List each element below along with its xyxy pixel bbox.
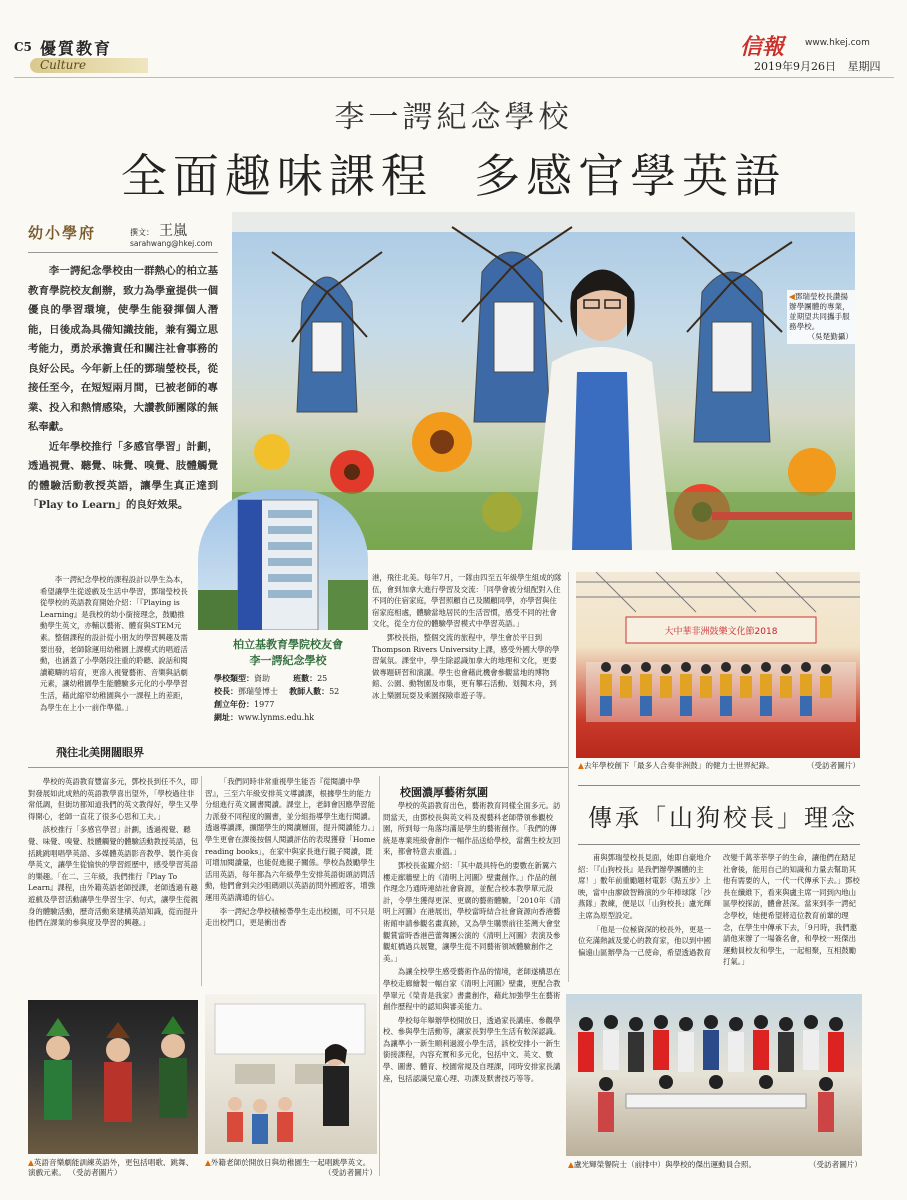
drum-caption-text: 去年學校創下「最多人合奏非洲鼓」的健力士世界紀錄。: [583, 761, 774, 770]
musical-caption: [28, 1158, 198, 1178]
legacy-title-box: [578, 785, 860, 845]
musical-caption-credit: （受訪者圖片）: [68, 1168, 122, 1177]
col-a-paragraph-1: 學校的英語教育豐富多元，鄧校長到任不久，即對發展如此成熟的英語教學喜出望外，「學校過往非常低調，但街坊都知道我們的英文教得好，學生又學得開心，老師一直花了很多心思和工夫。」: [28, 777, 199, 821]
newspaper-logo: 信報: [740, 34, 785, 60]
classroom-caption-text: 外籍老師於開放日與幼稚園生一起唱跳學英文。: [210, 1158, 371, 1167]
newspaper-url: www.hkej.com: [805, 38, 870, 48]
legacy-paragraph-1: 甫與鄧瑞瑩校長見面，她即自豪地介紹：「『山狗校長』是我們辦學團體的主席！」數年前重勵題材電影《點五步》上映，當中由廖啟智飾演的少年棒球隊「沙燕隊」教練，便是以「山狗校長」盧光輝主席為原型設定。: [578, 853, 712, 920]
column-tag-rule: [28, 252, 218, 253]
classroom-art: [205, 994, 377, 1154]
classes-value: 25: [317, 674, 328, 683]
col-b-text: [205, 776, 377, 931]
byline: [130, 220, 187, 240]
principal-value: 鄧瑞瑩博士: [238, 687, 278, 696]
classroom-caption-credit: （受訪者圖片）: [323, 1168, 377, 1177]
subhead-north-america: 飛往北美開闊眼界: [56, 746, 144, 759]
classroom-photo: [205, 994, 377, 1154]
col2-paragraph-1: 港，飛往北美。每年7月，一隊由四至五年級學生組成的隊伍，會到加拿大進行學習及交流：「同學會被分組配對入住不同的住宿家庭，學習照顧自己及關顧同學，亦學習與住宿家庭相處，體驗當地居民的生活習慣，感受不同的社會文化，從全方位的體驗學習模式中學習英語。」: [372, 573, 562, 629]
col-c-paragraph-4: 學校每年舉辦學校開放日，透過家長講座、參觀學校、參與學生活動等，讓家長對學生生活有較深認識。為讓準小一新生順利過渡小學生活，該校安排小一新生銜接課程，內容充實和多元化，包括中文、英文、數學、圖書、體育、校園常規及自理課，同時安排家長講座，包括認識兒童心理、功課及默書技巧等等。: [383, 1015, 561, 1083]
subhead-arts: 校園濃厚藝術氛圍: [400, 786, 488, 799]
teachers-label: 教師人數：: [289, 686, 330, 696]
caption-marker-icon: ◀: [789, 292, 795, 301]
athletes-group-art: [566, 994, 862, 1156]
col-a-paragraph-2: 該校推行「多感官學習」計劃，透過視覺、聽覺、味覺、嗅覺、肢體觸覺的體驗活動教授英語，包括跳跳唱唱學英語、多媒體英語影音教學、製作美食學英文，讓學生從愉快的學習經歷中，感受學習英語的樂趣。「在二、三年級，我們推行『Play To Learn』課程，由外籍英語老師授課，老師透過有趣遊戲及學習活動讓學生學習生字、句式，讓學生從親身的體驗活動，歷奇活動來建構英語知識，從而提升他們在課業的參與度及學習的興趣。」: [28, 825, 198, 928]
culture-tab: [30, 58, 148, 73]
drum-caption-credit: （受訪者圖片）: [806, 761, 860, 770]
col-b-paragraph-1: 「我們同時非常重視學生能否『從閱讀中學習』，三至六年級安排英文導讀課，根據學生的能力分組進行英文圖書閱讀。課堂上，老師會因應學習能力派發不同程度的圖書，並分組指導學生進行閱讀。透過導讀課，擴闊學生的閱讀層面，提升閱讀能力。」學生更會在課後按個人閱讀評估的表現獲發「Home reading books」，在家中與家長進行親子閱讀，既可增加閱讀量，也能促進親子關係。學校為鼓勵學生活用英語，每年都為六年級學生安排英語街頭訪問活動，他們會到尖沙咀碼頭以英語訪問外國遊客，增強運用英語溝通的信心。: [205, 777, 376, 902]
caption-marker-icon: ▲: [578, 761, 584, 770]
school-info-box: [214, 636, 362, 724]
info-row-type-classes: [214, 672, 362, 685]
group-caption-text: 盧光輝榮譽院士（前排中）與學校的傑出運動員合照。: [573, 1160, 757, 1169]
headline-kicker: 李一諤紀念學校: [334, 100, 573, 135]
mid-rule: [28, 767, 568, 768]
info-row-founded: [214, 698, 362, 711]
col2-text: [372, 572, 564, 704]
drum-festival-banner: 大中華非洲鼓樂文化節2018: [664, 627, 778, 637]
col-c-paragraph-1: 學校的英語教育出色，藝術教育同樣全面多元。訪問當天，由鄧校長與英文科及視藝科老師帶領參觀校園，所到每一角落均滿是學生的藝術創作。「我們的傳統是專業班級會創作一幅作品送給學校，當舊生校友回來，都會特意去重溫。」: [383, 801, 561, 857]
school-website-link[interactable]: www.lynms.edu.hk: [238, 713, 315, 722]
musical-caption-text: 英語音樂劇能訓練英語外，更包括唱歌、跳舞、演戲元素。: [28, 1158, 194, 1177]
type-label: 學校類型：: [214, 673, 254, 683]
col1-paragraph-1: 李一諤紀念學校的課程設計以學生為本，希望讓學生從遊戲及生活中學習，鄧瑞瑩校長從學校的英語教育開始介紹：「『Playing is Learning』是我校的幼小銜接理念，鼓勵推動學生英文，亦輔以藝術、體育與STEM元素。整個課程的設計從小朋友的學習興趣及需要出發，老師除運用幼稚園上課模式的唱遊活動，也涵蓋了小學階段注重的聆聽、說話和閱讀範疇的培育，更滲入視覺藝術、音樂與話劇元素，讓幼稚園學生能體驗多元化的小學學習生活，藉此縮窄幼稚園與小一課程上的差距，為學生在上小一前作準備。」: [40, 575, 188, 712]
lead-paragraph-1: 李一諤紀念學校由一群熱心的柏立基教育學院校友創辦，致力為學童提供一個優良的學習環境，使學生能發揮個人潛能，日後成為具備知識技能，兼有獨立思考能力，勇於承擔責任和關注社會事務的良好公民。今年新上任的鄧瑞瑩校長，從接任至今，在短短兩月間，已被老師的專業、投入和熱情感染，大讚教師團隊的無私奉獻。: [28, 265, 218, 433]
principal-caption: [787, 290, 855, 344]
weekday: 星期四: [847, 60, 881, 73]
info-row-web: [214, 711, 362, 724]
byline-label: 撰文：: [130, 228, 154, 237]
classes-label: 班數：: [293, 673, 318, 683]
drum-caption: [578, 761, 860, 771]
lead-paragraph-2: 近年學校推行「多感官學習」計劃，透過視覺、聽覺、味覺、嗅覺、肢體觸覺的體驗活動教授英語，讓學生真正達到「Play to Learn」的良好效果。: [28, 440, 218, 511]
section-title: 優質教育: [40, 39, 113, 58]
col-divider: [201, 776, 202, 986]
author-email: sarahwang@hkej.com: [130, 239, 213, 248]
type-value: 資助: [254, 674, 270, 683]
school-sponsor: 柏立基教育學院校友會: [233, 638, 343, 651]
musical-art: [28, 1000, 198, 1154]
date: 2019年9月26日: [754, 60, 836, 73]
group-caption: [568, 1160, 862, 1170]
founded-label: 創立年份：: [214, 699, 254, 709]
page-code: C5: [14, 40, 32, 54]
school-building-art: [198, 490, 368, 630]
col2-paragraph-2: 鄧校長指，整個交流的旅程中，學生會於平日到Thompson Rivers University上課，感受外國大學的學習氣氛。課堂中，學生除認識加拿大的地理和文化，更要做專題研習和演講。學生也會藉此機會參觀當地的博物館、公園、動物園及市集，更有攀石活動、划獨木舟，到冰上樂園玩耍及乘園探險車遊子等。: [372, 632, 560, 700]
column-tag: 幼小學府: [28, 224, 97, 242]
col-c-paragraph-3: 為讓全校學生感受藝術作品的情境，老師遂構思在學校走廊繪製一幅自家《清明上河圖》壁畫，更配合教學單元《榮青是我家》書畫創作，藉此加強學生在藝術創作歷程中的認知與審美能力。: [383, 967, 561, 1012]
issue-date: [754, 58, 881, 74]
col-a-text: [28, 776, 198, 931]
author: 王嵐: [159, 223, 188, 239]
lead-text: [28, 262, 218, 516]
drum-performance-art: [576, 572, 860, 758]
principal-caption-credit: （吳楚勤攝）: [807, 332, 853, 341]
web-label: 網址：: [214, 712, 238, 722]
info-row-principal-teachers: [214, 685, 362, 698]
col1-text: [40, 574, 190, 715]
caption-marker-icon: ▲: [205, 1158, 211, 1167]
drum-performance-photo: [576, 572, 860, 758]
col-c-paragraph-2: 鄧校長雀躍介紹：「其中最具特色的要數在新翼六樓走廊牆壁上的《清明上河圖》壁畫創作。」作品的創作理念乃通時連結社會資源，並配合校本教學單元設計，令學生獲得更深、更廣的藝術體驗。「2010年《清明上河圖》在港展出，學校當時結合社會資源向香港藝術館申請參觀名畫真跡，又為學生購票前往荃灣大會堂觀賞當時香港芭蕾舞團公演的《清明上河圖》表演及參觀虹橋過兵展覽，讓學生從不同藝術領域體驗創作之美。」: [383, 860, 561, 963]
col-c-text: [383, 800, 561, 1086]
athletes-group-photo: [566, 994, 862, 1156]
school-name: 李一諤紀念學校: [249, 654, 327, 667]
principal-label: 校長：: [214, 686, 238, 696]
caption-marker-icon: ▲: [28, 1158, 34, 1167]
school-building-photo: [198, 490, 368, 630]
musical-photo: [28, 1000, 198, 1154]
teachers-value: 52: [329, 687, 340, 696]
culture-label: Culture: [40, 58, 87, 72]
legacy-paragraph-2: 「他是一位極資深的校長外，更是一位充滿熱誠及愛心的教育家，他以到中國偏遠山區辦學為一己使命，希望透過教育改變千萬莘莘學子的生命，讓他們在踏足社會後，能用自己的知識和力量去幫助其他有需要的人，一代一代傳承下去。」鄧校長在纖維下，看來與盧主席一同到內地山區學校探訪，體會甚深。當來到李一諤紀念學校，她便希望將這位教育前輩的理念，在學生中傳承下去，「9月時，我們邀請他來辦了一場簽名會，和學校一班傑出運動員校友和學生，一起相聚，互相鼓勵打氣。」: [578, 853, 860, 967]
legacy-text: [578, 852, 860, 968]
col-divider: [568, 572, 569, 982]
caption-marker-icon: ▲: [568, 1160, 574, 1169]
classroom-caption: [205, 1158, 377, 1178]
col-b-paragraph-2: 李一諤紀念學校積極帶學生走出校園，可不只是走出校門口，更是衝出香: [205, 906, 376, 928]
col-divider: [379, 776, 380, 1176]
principal-caption-text: 鄧瑞瑩校長讚揚辦學團體的專業，並期望共同攜手服務學校。: [789, 292, 850, 331]
group-caption-credit: （受訪者圖片）: [808, 1160, 862, 1169]
legacy-title: 傳承「山狗校長」理念: [588, 804, 858, 832]
header-rule: [14, 77, 894, 78]
founded-value: 1977: [254, 700, 275, 709]
headline-main: 全面趣味課程 多感官學英語: [120, 149, 787, 203]
